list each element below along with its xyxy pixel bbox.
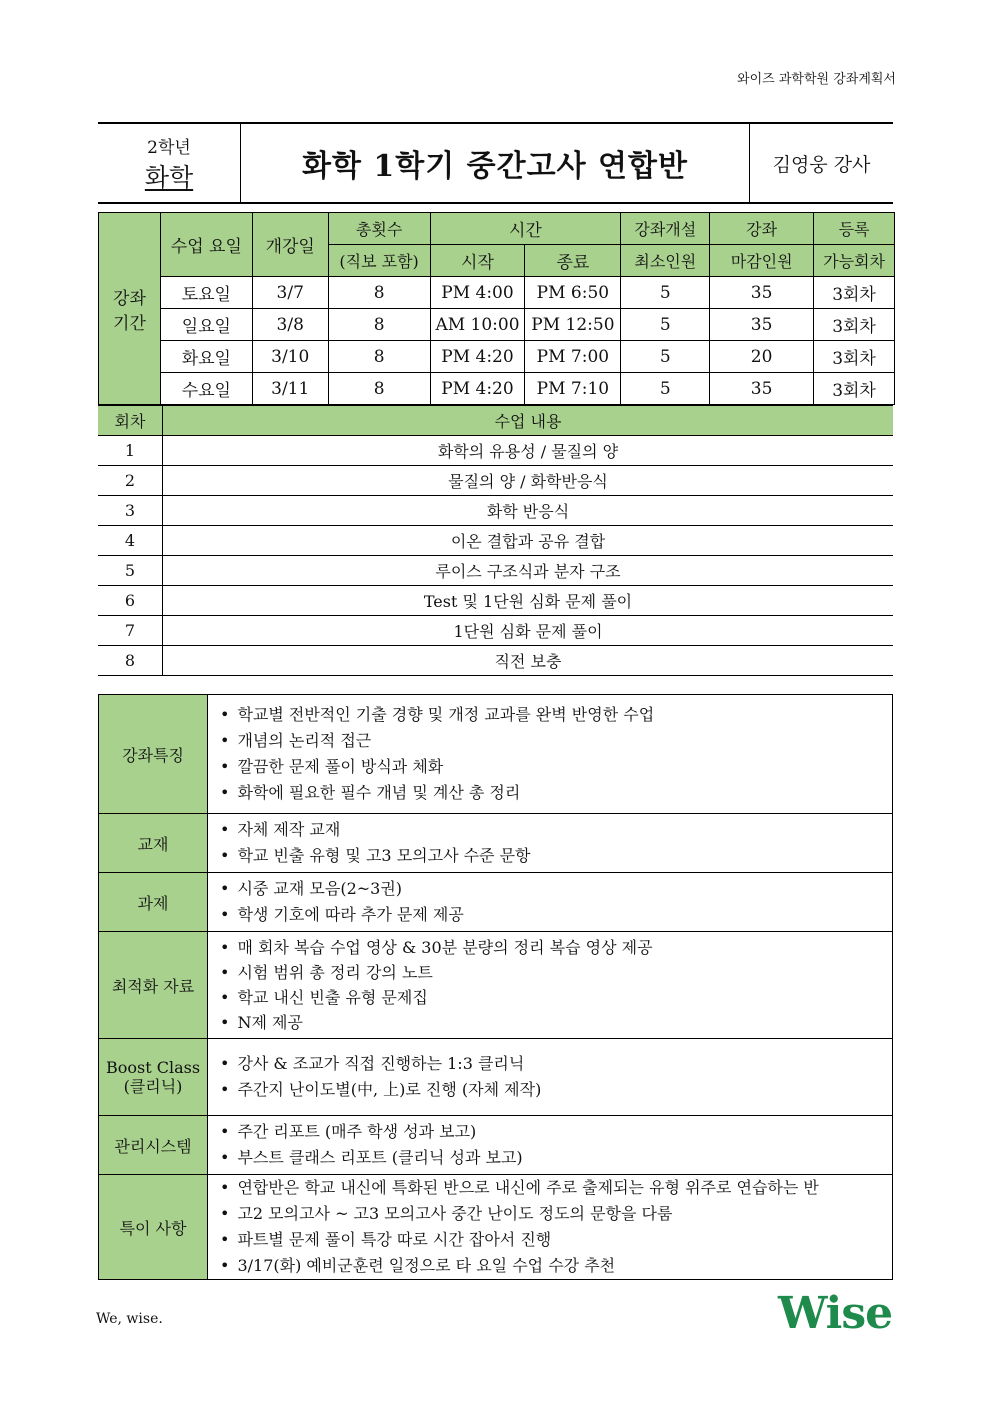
- session-num: 3: [98, 496, 163, 526]
- cell: 3/11: [252, 373, 328, 405]
- col-reg-header: 등록: [814, 213, 895, 245]
- feature-item: • 시중 교재 모음(2~3권): [220, 876, 892, 902]
- cell: PM 7:10: [525, 373, 621, 405]
- session-content: 루이스 구조식과 분자 구조: [163, 556, 894, 586]
- feature-item: • 고2 모의고사 ~ 고3 모의고사 중간 난이도 정도의 문항을 다룸: [220, 1201, 892, 1227]
- grade-subject-cell: [98, 124, 241, 202]
- session-row: [98, 466, 893, 496]
- feature-item: • 매 회차 복습 수업 영상 & 30분 분량의 정리 복습 영상 제공: [220, 935, 892, 960]
- footer-slogan: We, wise.: [96, 1311, 163, 1327]
- teacher-name: 김영웅 강사: [772, 153, 871, 176]
- col-day-header: 수업 요일: [160, 213, 252, 277]
- cell: PM 6:50: [525, 277, 621, 309]
- col-total-header: 총횟수: [328, 213, 430, 245]
- session-row: [98, 586, 893, 616]
- session-content: 이온 결합과 공유 결합: [163, 526, 894, 556]
- cell: 35: [710, 277, 814, 309]
- session-content: 물질의 양 / 화학반응식: [163, 466, 894, 496]
- feature-label: 강좌특징: [99, 695, 208, 814]
- cell: 일요일: [160, 309, 252, 341]
- period-label: 강좌 기간: [99, 213, 161, 405]
- cell: 5: [621, 341, 710, 373]
- schedule-row: [99, 341, 895, 373]
- feature-item: • 개념의 논리적 접근: [220, 728, 892, 754]
- course-title: 화학 1학기 중간고사 연합반: [241, 124, 750, 202]
- cell: 3/8: [252, 309, 328, 341]
- feature-item: • 학생 기호에 따라 추가 문제 제공: [220, 902, 892, 928]
- cell: PM 7:00: [525, 341, 621, 373]
- feature-row-notes: [99, 1175, 893, 1280]
- grade-label: 2학년: [147, 137, 191, 158]
- feature-item: • 주간지 난이도별(中, 上)로 진행 (자체 제작): [220, 1077, 892, 1103]
- feature-item: • 자체 제작 교재: [220, 817, 892, 843]
- feature-label: 특이 사항: [99, 1175, 208, 1280]
- feature-label: 관리시스템: [99, 1116, 208, 1175]
- feature-item: • 학교별 전반적인 기출 경향 및 개정 교과를 완벽 반영한 수업: [220, 702, 892, 728]
- session-row: [98, 646, 893, 676]
- cell: 35: [710, 309, 814, 341]
- session-row: [98, 556, 893, 586]
- col-time-header: 시간: [430, 213, 621, 245]
- feature-row-homework: [99, 873, 893, 932]
- feature-label: Boost Class (클리닉): [99, 1039, 208, 1116]
- cell: PM 12:50: [525, 309, 621, 341]
- cell: 5: [621, 309, 710, 341]
- col-reg-sub: 가능회차: [814, 245, 895, 277]
- feature-item: • N제 제공: [220, 1010, 892, 1035]
- session-row: [98, 496, 893, 526]
- feature-item: • 부스트 클래스 리포트 (클리닉 성과 보고): [220, 1145, 892, 1171]
- cell: 수요일: [160, 373, 252, 405]
- session-num-header: 회차: [98, 406, 163, 436]
- feature-item: • 주간 리포트 (매주 학생 성과 보고): [220, 1119, 892, 1145]
- feature-row-textbook: [99, 814, 893, 873]
- col-start-date-header: 개강일: [252, 213, 328, 277]
- cell: 토요일: [160, 277, 252, 309]
- feature-row-materials: [99, 932, 893, 1039]
- session-num: 7: [98, 616, 163, 646]
- schedule-row: [99, 277, 895, 309]
- session-num: 8: [98, 646, 163, 676]
- title-block: [98, 122, 893, 204]
- cell: PM 4:00: [430, 277, 525, 309]
- sessions-table: [98, 405, 893, 676]
- document-label: 와이즈 과학학원 강좌계획서: [737, 72, 896, 87]
- cell: 8: [328, 373, 430, 405]
- cell: 8: [328, 309, 430, 341]
- cell: 화요일: [160, 341, 252, 373]
- col-max-header: 강좌: [710, 213, 814, 245]
- col-min-sub: 최소인원: [621, 245, 710, 277]
- cell: AM 10:00: [430, 309, 525, 341]
- feature-row-clinic: [99, 1039, 893, 1116]
- feature-item: • 학교 빈출 유형 및 고3 모의고사 수준 문항: [220, 843, 892, 869]
- session-content: 1단원 심화 문제 풀이: [163, 616, 894, 646]
- cell: 35: [710, 373, 814, 405]
- feature-label: 교재: [99, 814, 208, 873]
- session-num: 6: [98, 586, 163, 616]
- subject-label: 화학: [144, 162, 194, 192]
- cell: 3회차: [814, 309, 895, 341]
- feature-item: • 연합반은 학교 내신에 특화된 반으로 내신에 주로 출제되는 유형 위주로 연습하는 반: [220, 1175, 892, 1201]
- feature-row-management: [99, 1116, 893, 1175]
- feature-item: • 화학에 필요한 필수 개념 및 계산 총 정리: [220, 780, 892, 806]
- feature-item: • 학교 내신 빈출 유형 문제집: [220, 985, 892, 1010]
- feature-item: • 파트별 문제 풀이 특강 따로 시간 잡아서 진행: [220, 1227, 892, 1253]
- schedule-row: [99, 373, 895, 405]
- feature-row-course: [99, 695, 893, 814]
- session-row: [98, 436, 893, 466]
- features-table: [98, 694, 893, 1280]
- session-num: 4: [98, 526, 163, 556]
- session-content: 화학 반응식: [163, 496, 894, 526]
- col-total-sub: (직보 포함): [328, 245, 430, 277]
- cell: PM 4:20: [430, 373, 525, 405]
- feature-item: • 시험 범위 총 정리 강의 노트: [220, 960, 892, 985]
- col-min-header: 강좌개설: [621, 213, 710, 245]
- col-max-sub: 마감인원: [710, 245, 814, 277]
- col-time-end: 종료: [525, 245, 621, 277]
- cell: 20: [710, 341, 814, 373]
- cell: 8: [328, 341, 430, 373]
- cell: PM 4:20: [430, 341, 525, 373]
- cell: 3회차: [814, 373, 895, 405]
- feature-item: • 강사 & 조교가 직접 진행하는 1:3 클리닉: [220, 1051, 892, 1077]
- session-row: [98, 526, 893, 556]
- cell: 3/7: [252, 277, 328, 309]
- wise-logo: Wise: [778, 1288, 893, 1339]
- session-num: 5: [98, 556, 163, 586]
- cell: 3회차: [814, 341, 895, 373]
- session-content: 직전 보충: [163, 646, 894, 676]
- cell: 5: [621, 373, 710, 405]
- cell: 8: [328, 277, 430, 309]
- feature-label: 최적화 자료: [99, 932, 208, 1039]
- session-num: 2: [98, 466, 163, 496]
- col-time-start: 시작: [430, 245, 525, 277]
- session-content-header: 수업 내용: [163, 406, 894, 436]
- feature-item: • 깔끔한 문제 풀이 방식과 체화: [220, 754, 892, 780]
- cell: 5: [621, 277, 710, 309]
- feature-label: 과제: [99, 873, 208, 932]
- session-row: [98, 616, 893, 646]
- schedule-table: [98, 212, 895, 405]
- feature-item: • 3/17(화) 예비군훈련 일정으로 타 요일 수업 수강 추천: [220, 1253, 892, 1279]
- cell: 3/10: [252, 341, 328, 373]
- session-num: 1: [98, 436, 163, 466]
- cell: 3회차: [814, 277, 895, 309]
- schedule-row: [99, 309, 895, 341]
- session-content: 화학의 유용성 / 물질의 양: [163, 436, 894, 466]
- session-content: Test 및 1단원 심화 문제 풀이: [163, 586, 894, 616]
